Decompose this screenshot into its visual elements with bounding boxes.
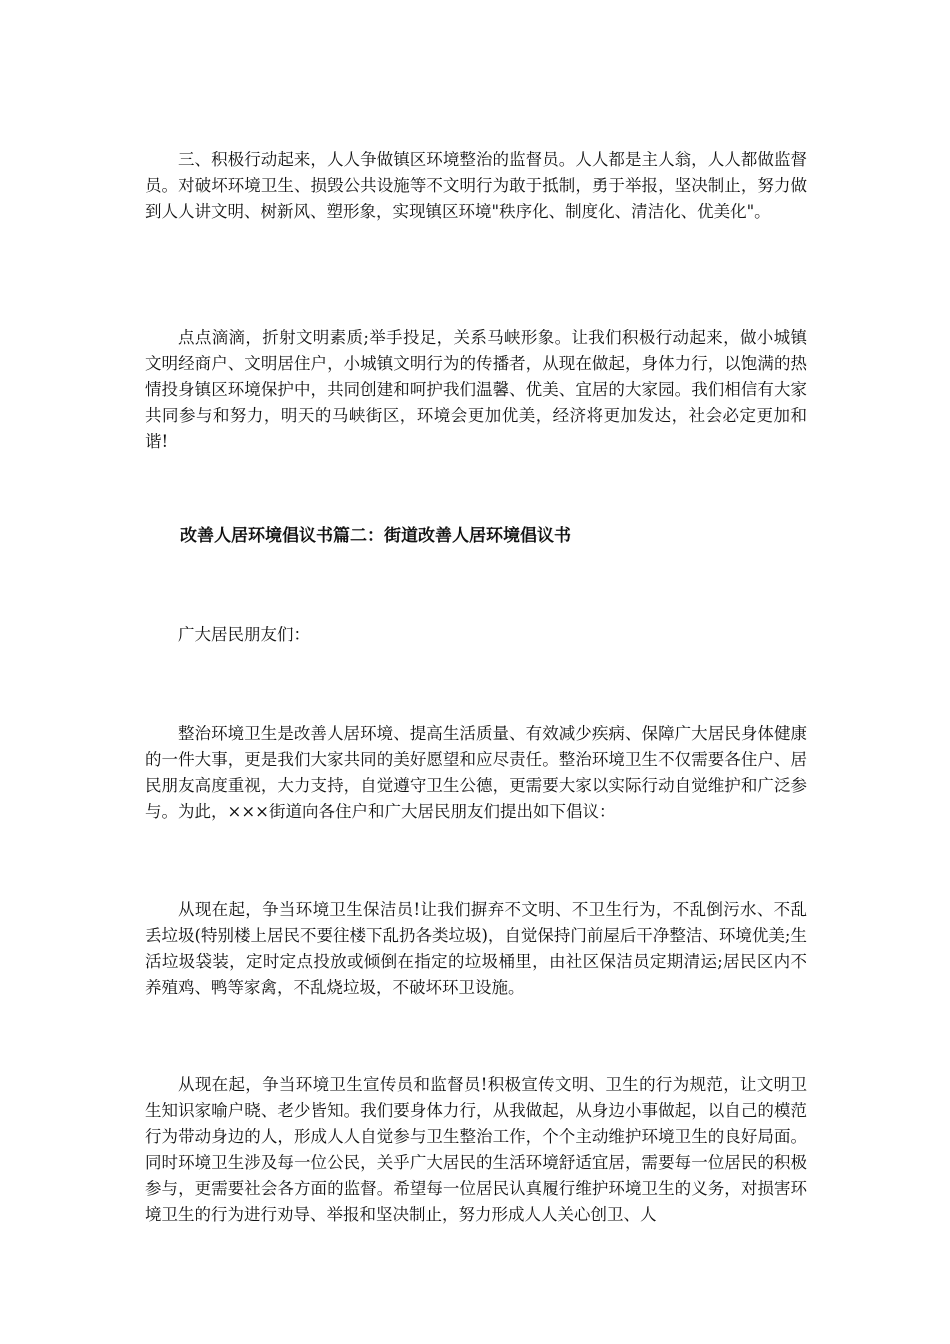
paragraph-promoter: 从现在起，争当环境卫生宣传员和监督员!积极宣传文明、卫生的行为规范，让文明卫生知识家喻户晓、老少皆知。我们要身体力行，从我做起，从身边小事做起，以自己的模范行为带动身边的人，形成人人自觉参与卫生整治工作，个个主动维护环境卫生的良好局面。 同时环境卫生涉及每一位公民，关乎广大居民的生活环境舒适宜居，需要每一位居民的积极参与，更需要社会各方面的监督。希望每一位居民认真履行维护环境卫生的义务，对损害环境卫生的行为进行劝导、举报和坚决制止，努力形成人人关心创卫、人 xyxy=(145,1075,807,1224)
section-heading: 改善人居环境倡议书篇二：街道改善人居环境倡议书 xyxy=(180,526,571,546)
paragraph-cleaner: 从现在起，争当环境卫生保洁员!让我们摒弃不文明、不卫生行为，不乱倒污水、不乱丢垃圾(特别楼上居民不要往楼下乱扔各类垃圾)，自觉保持门前屋后干净整洁、环境优美;生活垃圾袋装，定时定点投放或倾倒在指定的垃圾桶里，由社区保洁员定期清运;居民区内不养殖鸡、鸭等家禽，不乱烧垃圾，不破坏环卫设施。 xyxy=(145,900,807,997)
paragraph-call-to-action: 点点滴滴，折射文明素质;举手投足，关系马峡形象。让我们积极行动起来，做小城镇文明经商户、文明居住户，小城镇文明行为的传播者，从现在做起，身体力行，以饱满的热情投身镇区环境保护中，共同创建和呵护我们温馨、优美、宜居的大家园。我们相信有大家共同参与和努力，明天的马峡街区，环境会更加优美，经济将更加发达，社会必定更加和谐! xyxy=(145,328,807,451)
paragraph-introduction: 整治环境卫生是改善人居环境、提高生活质量、有效减少疾病、保障广大居民身体健康的一件大事，更是我们大家共同的美好愿望和应尽责任。整治环境卫生不仅需要各住户、居民朋友高度重视，大力支持，自觉遵守卫生公德，更需要大家以实际行动自觉维护和广泛参与。为此，×××街道向各住户和广大居民朋友们提出如下倡议： xyxy=(145,724,807,821)
paragraph-supervisor: 三、积极行动起来，人人争做镇区环境整治的监督员。人人都是主人翁，人人都做监督员。对破坏环境卫生、损毁公共设施等不文明行为敢于抵制，勇于举报，坚决制止，努力做到人人讲文明、树新风、塑形象，实现镇区环境"秩序化、制度化、清洁化、优美化"。 xyxy=(145,150,807,221)
greeting-line: 广大居民朋友们： xyxy=(178,625,310,644)
